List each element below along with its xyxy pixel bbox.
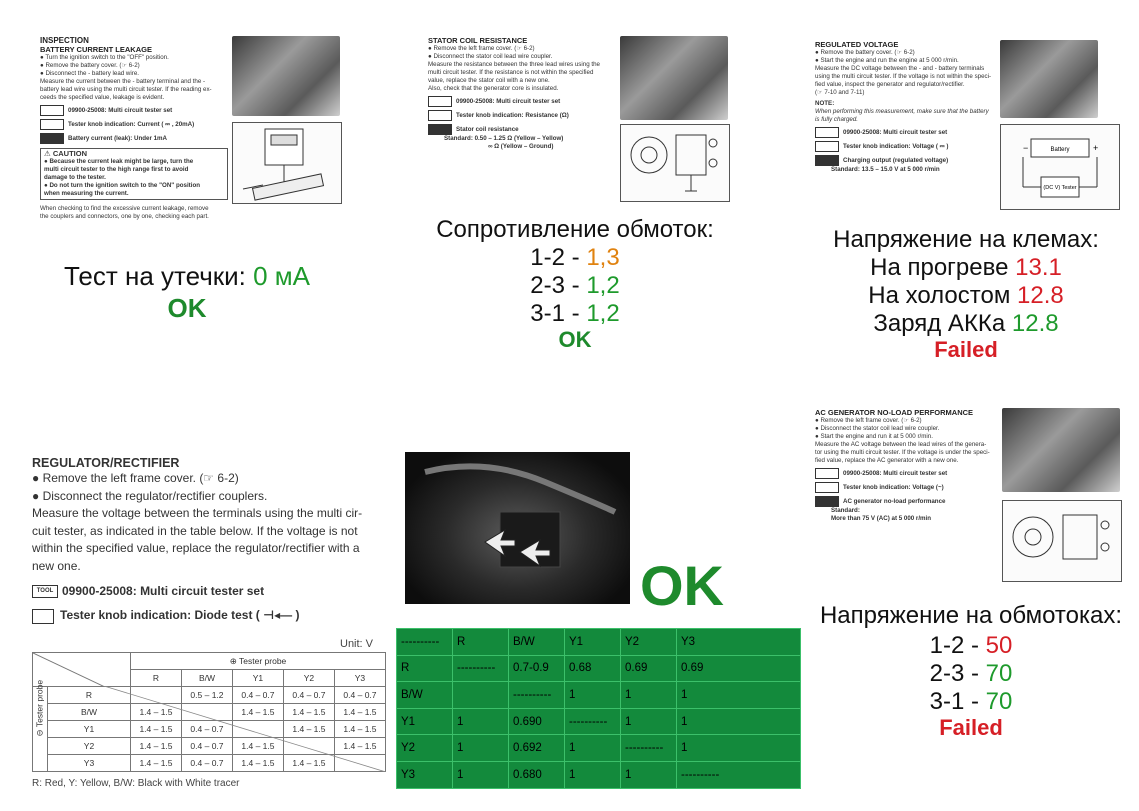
stator-diagram (620, 124, 730, 202)
panel-title: AC GENERATOR NO-LOAD PERFORMANCE (815, 408, 974, 417)
text-line: value, replace the stator coil with a new one. (428, 77, 550, 84)
noload-row-2: 2-3 - 70 (929, 660, 1013, 687)
data-icon (40, 133, 64, 144)
stator-row-1: 1-2 - 1,3 (530, 244, 620, 271)
panel-title: STATOR COIL RESISTANCE (428, 36, 528, 45)
plus-probe-header: ⊕ Tester probe (131, 653, 386, 670)
tool-line: 09900-25008: Multi circuit tester set (428, 96, 618, 107)
battery-diagram (232, 122, 342, 204)
tester-diagram-svg (233, 123, 341, 203)
data-line (40, 133, 228, 144)
table-diagonal (32, 686, 386, 772)
regulator-photo (405, 452, 630, 604)
stator-verdict: OK (558, 327, 592, 352)
tool-icon (815, 468, 839, 479)
text-line: fied value, inspect the generator and regulator/rectifier. (815, 81, 965, 88)
col-header: B/W (181, 670, 232, 687)
panel-title: REGULATOR/RECTIFIER (32, 456, 180, 470)
noload-row-1: 1-2 - 50 (929, 632, 1013, 659)
regulated-row-3: Заряд АККа 12.8 (873, 310, 1059, 337)
noload-heading: Напряжение на обмотоках: (819, 602, 1123, 629)
battery-photo (232, 36, 340, 116)
note-line: is fully charged. (815, 116, 858, 123)
table-row: Y2 1 0.692 1 ---------- 1 (397, 735, 801, 762)
footer-line: When checking to find the excessive current leakage, remove (40, 205, 209, 212)
note-title: NOTE: (815, 100, 835, 107)
table-row: Y1 1.4 – 1.5 0.4 – 0.7 1.4 – 1.5 1.4 – 1.5 (33, 721, 386, 738)
tester-label: (DC V) Tester (1043, 185, 1077, 191)
noload-verdict: Failed (939, 715, 1003, 740)
data-line: Standard: 0.50 – 1.25 Ω (Yellow – Yellow) (444, 135, 564, 142)
data-line: AC generator no-load performance (815, 496, 1005, 507)
caution-line: damage to the tester. (44, 174, 106, 181)
regulated-diagram (1000, 124, 1120, 210)
text-line: Measure the AC voltage between the lead wires of the genera- (815, 441, 987, 448)
text-line: Measure the current between the - battery terminal and the - (40, 78, 206, 85)
tester-knob-icon (428, 110, 452, 121)
text-line: ● Remove the battery cover. (☞ 6-2) (815, 49, 915, 56)
text-line: cuit tester, as indicated in the table below. If the voltage is not (32, 523, 358, 538)
regulated-verdict: Failed (934, 337, 998, 362)
footer-line: the couplers and connectors, one by one, checking each part. (40, 213, 209, 220)
table-row: B/W ---------- 1 1 1 (397, 682, 801, 709)
note-line: When performing this measurement, make sure that the battery (815, 108, 989, 115)
stator-photo (620, 36, 728, 120)
data-icon (815, 496, 839, 507)
knob-line (40, 119, 228, 130)
col-header: R (131, 670, 182, 687)
table-row: Y3 1.4 – 1.5 0.4 – 0.7 1.4 – 1.5 1.4 – 1.5 (33, 755, 386, 772)
text-line: ● Remove the left frame cover. (☞ 6-2) (815, 417, 922, 424)
minus-sign: − (1023, 143, 1029, 153)
regulated-row-2: На холостом 12.8 (868, 282, 1064, 309)
data-line: Standard: 13.5 – 15.0 V at 5 000 r/min (831, 166, 940, 173)
tool-icon (815, 127, 839, 138)
warning-icon: ⚠ (44, 150, 51, 158)
stator-heading: Сопротивление обмоток: (436, 216, 714, 243)
text-line: (☞ 7-10 and 7-11) (815, 89, 865, 96)
stator-scan (428, 36, 618, 206)
col-header: Y2 (283, 670, 334, 687)
regulated-row-1: На прогреве 13.1 (870, 254, 1062, 281)
caution-title: ⚠ CAUTION (44, 150, 87, 158)
measured-table-wrap (396, 628, 800, 789)
section-title: INSPECTION (40, 36, 89, 45)
data-line: Stator coil resistance (428, 124, 618, 135)
data-icon (815, 155, 839, 166)
data-line: Standard: (831, 507, 860, 514)
panel-title: BATTERY CURRENT LEAKAGE (40, 45, 152, 54)
battery-label: Battery (1050, 147, 1070, 153)
knob-line: Tester knob indication: Voltage ( ⎓ ) (815, 141, 995, 152)
table-row: Y3 1 0.680 1 1 ---------- (397, 761, 801, 788)
stator-row-3: 3-1 - 1,2 (530, 300, 620, 327)
text-line: within the specified value, replace the regulator/rectifier with a (32, 541, 360, 555)
photo-arrows (405, 452, 630, 604)
noload-diagram (1002, 500, 1122, 582)
caution-line: when measuring the current. (44, 190, 129, 197)
text-line: Measure the DC voltage between the - and - battery terminals (815, 65, 985, 72)
regulator-verdict: OK (640, 554, 724, 617)
data-line: ∞ Ω (Yellow – Ground) (488, 143, 554, 150)
knob-line (32, 608, 388, 623)
tool-text: 09900-25008: Multi circuit tester set (68, 107, 173, 115)
tester-knob-icon (815, 141, 839, 152)
color-legend: R: Red, Y: Yellow, B/W: Black with White tracer (32, 778, 240, 789)
col-header: Y1 (232, 670, 283, 687)
text-line: Measure the resistance between the three lead wires using the (428, 61, 600, 68)
tester-knob-icon (32, 609, 54, 624)
leakage-value: 0 мА (253, 261, 311, 291)
text-line: ● Disconnect the stator coil lead wire coupler. (428, 53, 553, 60)
tool-icon (428, 96, 452, 107)
tool-line: 09900-25008: Multi circuit tester set (815, 127, 995, 138)
stator-row-2: 2-3 - 1,2 (530, 272, 620, 299)
text-line: tor using the multi circuit tester. If the voltage is under the speci- (815, 449, 990, 456)
text-line: Also, check that the generator core is insulated. (428, 85, 559, 92)
text-line: battery lead wire using the multi circuit tester. If the reading ex- (40, 86, 212, 93)
text-line: ● Disconnect the regulator/rectifier couplers. (32, 488, 268, 503)
table-row: ⊖ Tester probe R 0.5 – 1.2 0.4 – 0.7 0.4 – 0.7 0.4 – 0.7 (33, 687, 386, 704)
text-line: ● Disconnect the - battery lead wire. (40, 70, 139, 77)
tester-knob-icon (815, 482, 839, 493)
text-line: fied value, replace the AC generator with a new one. (815, 457, 959, 464)
text-line: using the multi circuit tester. If the voltage is not within the speci- (815, 73, 992, 80)
data-text: Battery current (leak): Under 1mA (68, 135, 168, 143)
noload-photo (1002, 408, 1120, 492)
regulated-photo (1000, 40, 1098, 118)
text-line: ● Start the engine and run the engine at 5 000 r/min. (815, 57, 959, 64)
tool-line (40, 105, 228, 116)
tool-line (32, 584, 388, 598)
text-line: ● Disconnect the stator coil lead wire coupler. (815, 425, 940, 432)
text-line: ● Turn the ignition switch to the "OFF" position. (40, 54, 169, 61)
table-header-row: ---------- R B/W Y1 Y2 Y3 (397, 629, 801, 656)
table-row: Y1 1 0.690 ---------- 1 1 (397, 708, 801, 735)
knob-text: Tester knob indication: Current ( ⎓ , 20mA) (68, 121, 195, 129)
tester-knob-icon (40, 119, 64, 130)
table-row: B/W 1.4 – 1.5 1.4 – 1.5 1.4 – 1.5 1.4 – 1.5 (33, 704, 386, 721)
knob-text: Tester knob indication: Diode test ( ⊣◂— ) (60, 608, 300, 623)
text-line: new one. (32, 558, 81, 573)
minus-probe-header: ⊖ Tester probe (33, 687, 48, 772)
regulated-scan (815, 40, 995, 210)
panel-title: REGULATED VOLTAGE (815, 40, 899, 49)
tool-icon (40, 105, 64, 116)
leakage-result (42, 262, 332, 290)
leakage-verdict: OK (167, 293, 207, 323)
text-line: ● Start the engine and run it at 5 000 r/min. (815, 433, 933, 440)
regulated-diagram-svg (1001, 125, 1119, 209)
knob-line: Tester knob indication: Voltage (~) (815, 482, 1005, 493)
noload-scan (815, 408, 1005, 528)
data-line: More than 75 V (AC) at 5 000 r/min (831, 515, 932, 522)
text-line: multi circuit tester. If the resistance is not within the specified (428, 69, 594, 76)
col-header: Y3 (334, 670, 385, 687)
regulator-scan (32, 456, 388, 656)
table-corner (33, 653, 131, 687)
caution-box (40, 148, 228, 200)
unit-label: Unit: V (340, 638, 374, 650)
tool-text: 09900-25008: Multi circuit tester set (62, 584, 265, 598)
caution-line: multi circuit tester to the high range first to avoid (44, 166, 189, 173)
measured-table (396, 628, 801, 789)
text-line: ● Remove the battery cover. (☞ 6-2) (40, 62, 140, 69)
regulated-heading: Напряжение на клемах: (833, 226, 1099, 253)
text-line: Measure the voltage between the terminals using the multi cir- (32, 506, 363, 520)
text-line: ceeds the specified value, leakage is evident. (40, 94, 165, 101)
text-line: ● Remove the left frame cover. (☞ 6-2) (428, 45, 535, 52)
leakage-label: Тест на утечки: (63, 261, 254, 291)
caution-line: ● Because the current leak might be large, turn the (44, 158, 194, 165)
noload-row-3: 3-1 - 70 (929, 688, 1013, 715)
noload-diagram-svg (1003, 501, 1121, 581)
table-row: R ---------- 0.7-0.9 0.68 0.69 0.69 (397, 655, 801, 682)
plus-sign: + (1093, 143, 1099, 153)
tool-icon: TOOL (32, 585, 58, 598)
table-row: Y2 1.4 – 1.5 0.4 – 0.7 1.4 – 1.5 1.4 – 1.5 (33, 738, 386, 755)
text-line: ● Remove the left frame cover. (☞ 6-2) (32, 471, 239, 485)
data-icon (428, 124, 452, 135)
data-line: Charging output (regulated voltage) (815, 155, 995, 166)
caution-line: ● Do not turn the ignition switch to the "ON" position (44, 182, 201, 189)
stator-diagram-svg (621, 125, 729, 201)
knob-line: Tester knob indication: Resistance (Ω) (428, 110, 618, 121)
tool-line: 09900-25008: Multi circuit tester set (815, 468, 1005, 479)
